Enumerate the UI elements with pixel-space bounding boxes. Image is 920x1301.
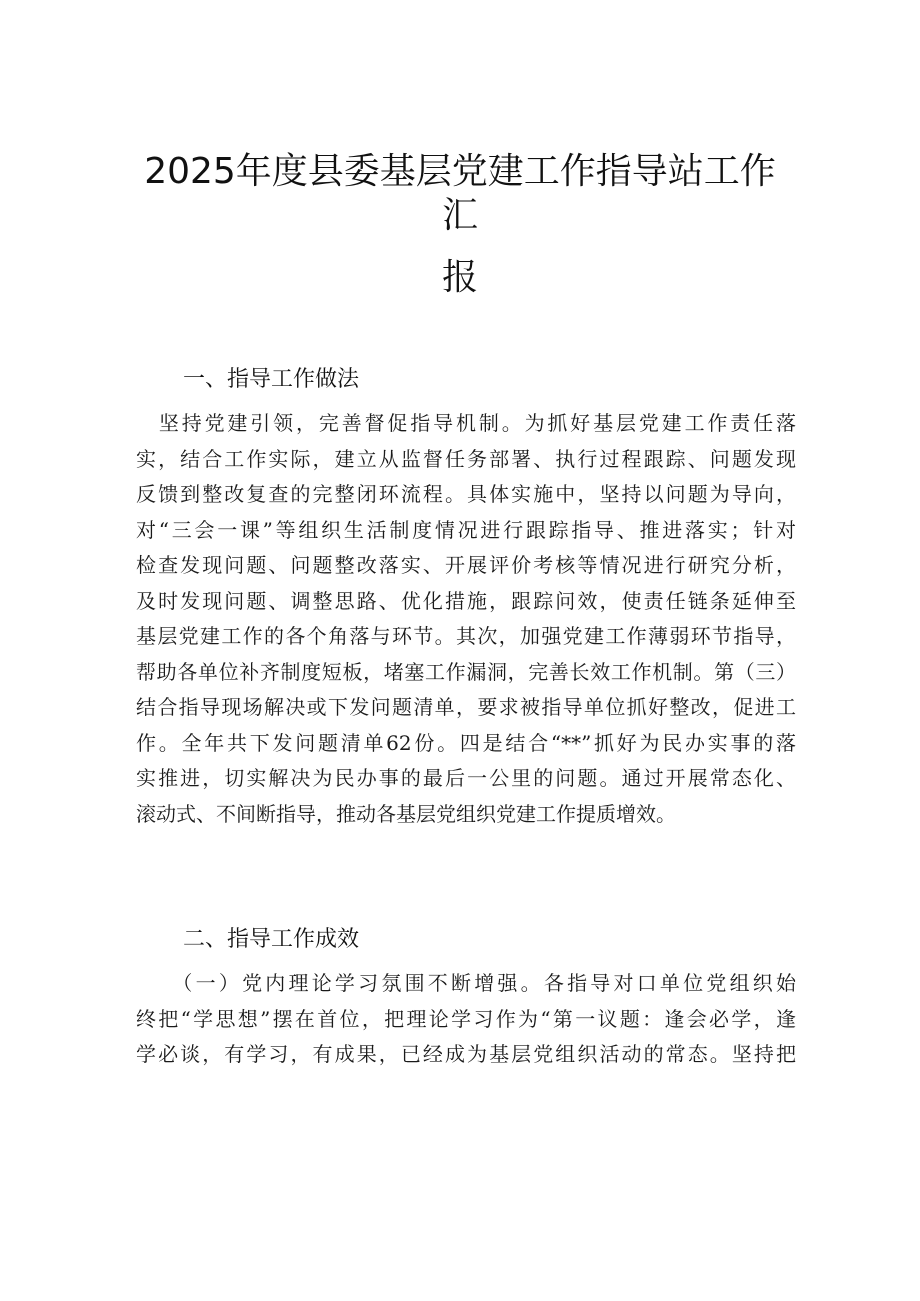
paragraph-line: 及时发现问题、调整思路、优化措施，跟踪问效，使责任链条延伸至 xyxy=(136,588,796,613)
section-2-paragraph xyxy=(136,966,796,1073)
paragraph-line: 实推进，切实解决为民办事的最后一公里的问题。通过开展常态化、 xyxy=(136,766,796,790)
section-1-paragraph xyxy=(136,406,796,832)
paragraph-line: （一）党内理论学习氛围不断增强。各指导对口单位党组织始 xyxy=(136,971,796,995)
paragraph-line: 终把“学思想”摆在首位，把理论学习作为“第一议题：逢会必学，逢 xyxy=(136,1006,796,1031)
paragraph-line: 实，结合工作实际，建立从监督任务部署、执行过程跟踪、问题发现 xyxy=(136,446,796,471)
document-title-line-1: 2025年度县委基层党建工作指导站工作汇 xyxy=(144,151,776,236)
paragraph-line: 检查发现问题、问题整改落实、开展评价考核等情况进行研究分析， xyxy=(136,553,796,577)
paragraph-line: 学必谈，有学习，有成果，已经成为基层党组织活动的常态。坚持把 xyxy=(136,1042,796,1066)
paragraph-line: 作。全年共下发问题清单62份。四是结合“**”抓好为民办实事的落 xyxy=(136,730,796,755)
paragraph-line: 坚持党建引领，完善督促指导机制。为抓好基层党建工作责任落 xyxy=(136,411,796,435)
paragraph-line: 帮助各单位补齐制度短板，堵塞工作漏洞，完善长效工作机制。第（三） xyxy=(136,659,796,684)
paragraph-line: 反馈到整改复查的完整闭环流程。具体实施中，坚持以问题为导向， xyxy=(136,482,796,506)
section-heading-1: 一、指导工作做法 xyxy=(183,367,360,392)
paragraph-line: 基层党建工作的各个角落与环节。其次，加强党建工作薄弱环节指导， xyxy=(136,624,796,648)
document-title-line-2: 报 xyxy=(441,257,478,298)
section-heading-2: 二、指导工作成效 xyxy=(183,927,360,952)
paragraph-line: 结合指导现场解决或下发问题清单，要求被指导单位抓好整改，促进工 xyxy=(136,695,796,719)
paragraph-line: 对“三会一课”等组织生活制度情况进行跟踪指导、推进落实；针对 xyxy=(136,517,796,542)
paragraph-line: 滚动式、不间断指导，推动各基层党组织党建工作提质增效。 xyxy=(136,801,676,826)
